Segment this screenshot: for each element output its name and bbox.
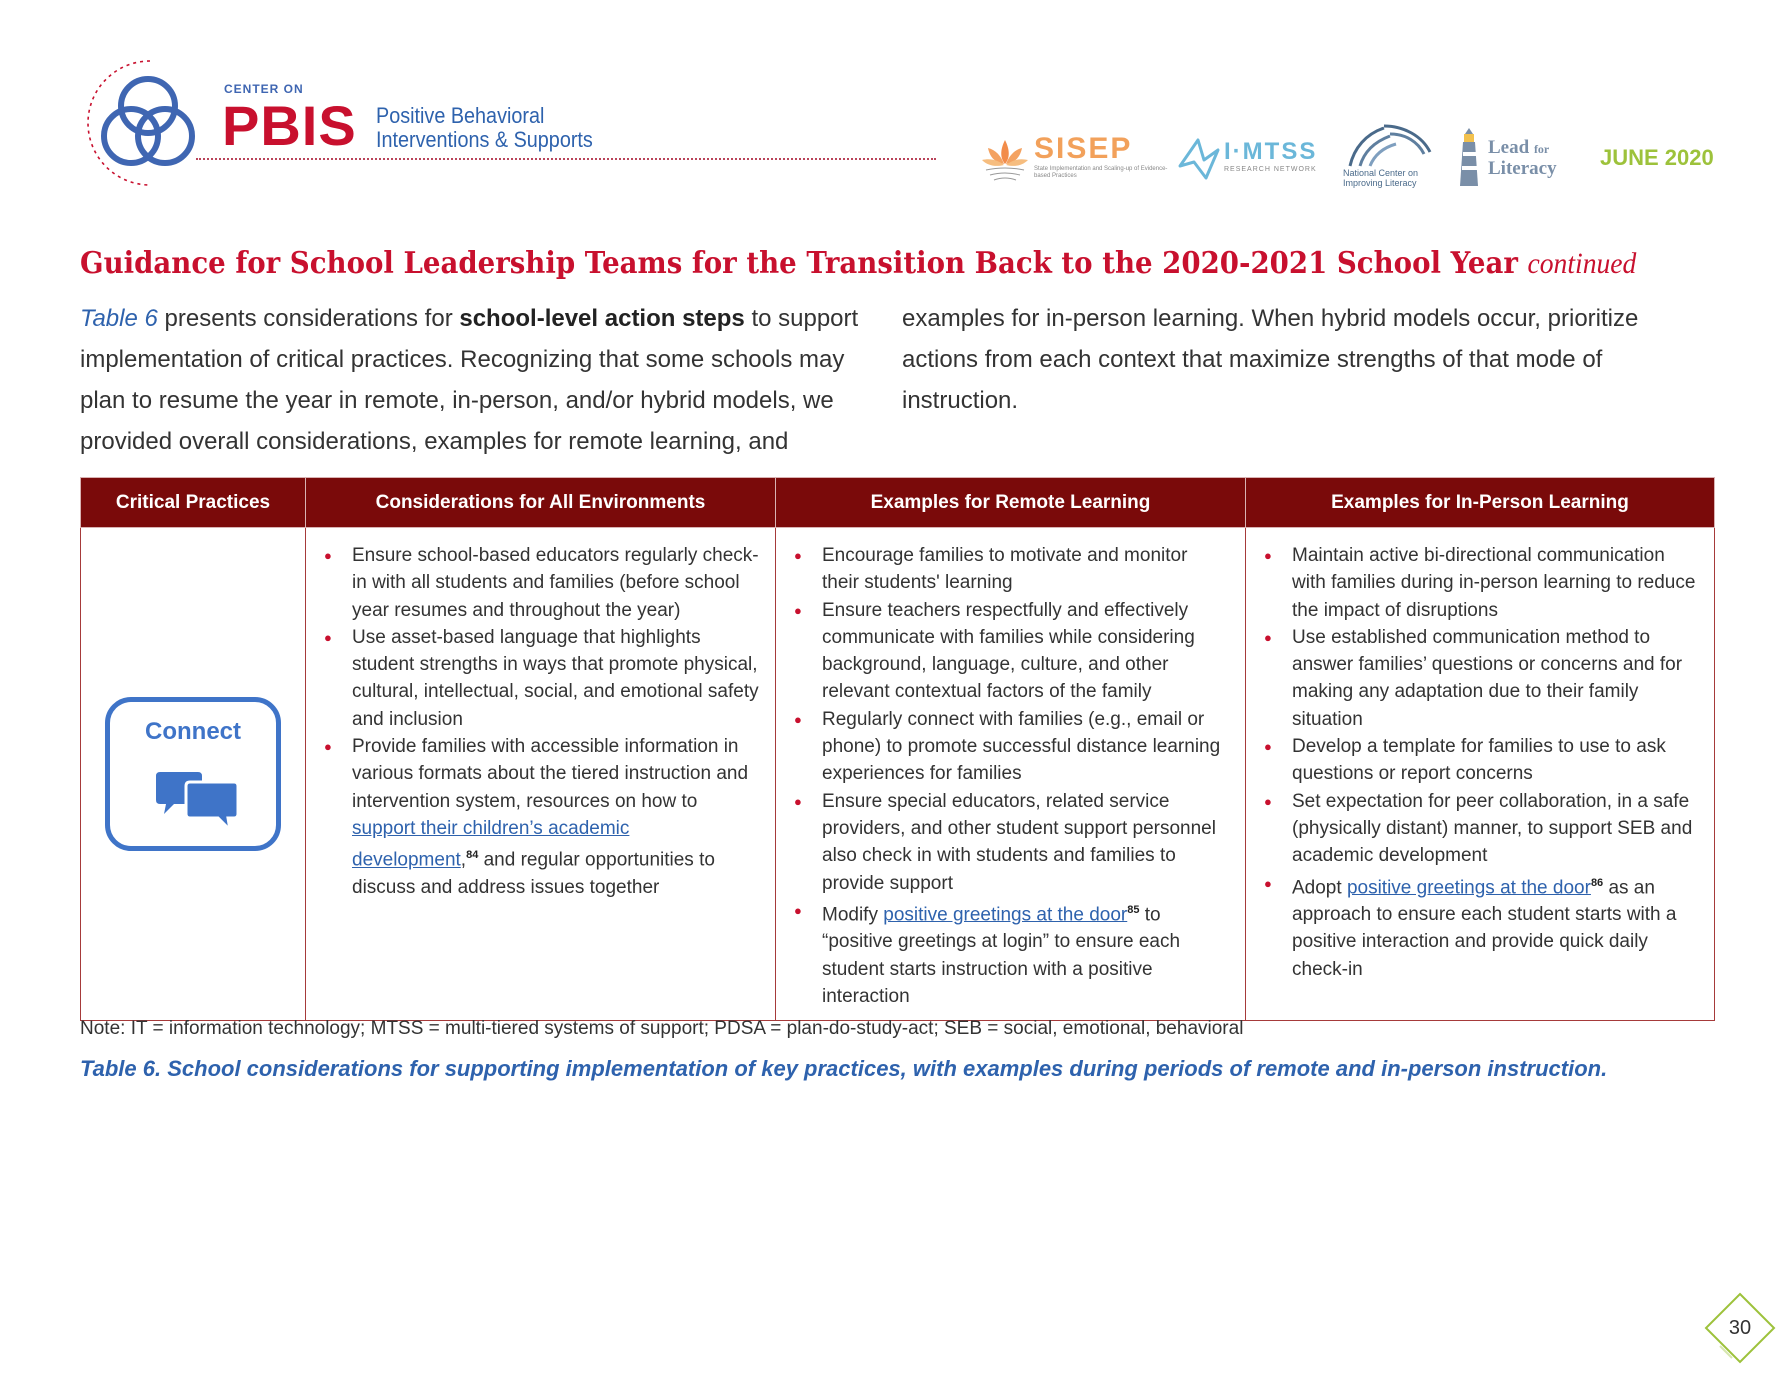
list-item: ● Provide families with accessible information in various formats about the tiered instruction and intervention system, resources on how to support their children’s academic development,$^{84}$ and regular opportunities to discuss and address issues together (324, 733, 759, 901)
lighthouse-icon (1454, 126, 1484, 190)
table-header-row (81, 478, 1715, 528)
pbis-rings-logo (78, 58, 228, 188)
table-reference: Table 6 (80, 305, 158, 332)
intro-right-column: examples for in-person learning. When hybrid models occur, prioritize actions from each context that maximize strengths of that mode of instruction. (902, 305, 1639, 414)
intro-part2: to support implementation of critical practices. Recognizing that some schools may plan to resume the year in remote, in-person, and/or hybrid models, we provided overall considerations, examples for remote learning, and (80, 305, 859, 455)
lead-for-literacy-name (1488, 138, 1557, 179)
intro-part1: presents considerations for (157, 305, 460, 332)
list-item: ● Develop a template for families to use to ask questions or report concerns (1264, 733, 1698, 788)
list-item-text: Provide families with accessible information in various formats about the tiered instruction and intervention system, resources on how to (352, 736, 749, 812)
pbis-full-name (376, 104, 593, 152)
considerations-table (80, 477, 1715, 1021)
list-item: ● Encourage families to motivate and monitor their students' learning (794, 542, 1229, 597)
list-item (1264, 870, 1698, 984)
list-item-text: Adopt (1292, 876, 1347, 898)
positive-greetings-link[interactable]: positive greetings at the door (1346, 876, 1591, 898)
list-item: ● Maintain active bi-directional communication with families during in-person learning to reduce the impact of disruptions (1264, 542, 1698, 624)
sisep-subtitle: State Implementation and Scaling-up of Evidence-based Practices (1034, 166, 1168, 179)
header-critical-practices: Critical Practices (81, 478, 306, 528)
footnote-84: 84 (466, 849, 479, 862)
page-title-suffix: continued (1527, 247, 1637, 280)
page-number: 30 (1728, 1317, 1752, 1339)
page-title (80, 246, 1636, 281)
footnote-85: 85 (1127, 903, 1140, 916)
sisep-name: SISEP (1034, 132, 1133, 165)
list-item: ● Ensure school-based educators regularly check-in with all students and families (before school year resumes and throughout the year) (324, 542, 759, 624)
ncil-waves-icon (1340, 122, 1436, 168)
all-environments-list (324, 542, 759, 901)
pbis-wordmark: PBIS (222, 94, 357, 157)
sisep-logo (978, 130, 1168, 186)
chat-bubbles-icon (154, 772, 240, 832)
sisep-flower-icon (978, 130, 1032, 184)
lfl-line2: Literacy (1488, 158, 1557, 179)
list-item-text: Modify (822, 904, 884, 926)
academic-development-link[interactable]: support their children’s academic development (352, 817, 630, 871)
list-item (794, 897, 1229, 1011)
list-item: ● Use asset-based language that highlights student strengths in ways that promote physical, cultural, intellectual, social, and emotional safety and inclusion (324, 624, 759, 733)
table-caption: Table 6. School considerations for supporting implementation of key practices, with examples during periods of remote and in-person instruction. (80, 1056, 1608, 1081)
imtss-logo (1176, 134, 1326, 184)
connect-badge (105, 697, 281, 851)
ncil-logo (1340, 122, 1440, 190)
center-on-label: CENTER ON (224, 82, 304, 96)
practice-cell (81, 528, 306, 1021)
list-item: ● Set expectation for peer collaboration, in a safe (physically distant) manner, to support SEB and academic development (1264, 788, 1698, 870)
lfl-for: for (1533, 142, 1550, 156)
list-item-text: and regular opportunities to discuss and address issues together (352, 849, 715, 898)
table-note: Note: IT = information technology; MTSS = multi-tiered systems of support; PDSA = plan-do-study-act; SEB = social, emotional, behavioral (80, 1018, 1244, 1039)
intro-left-column (80, 298, 860, 462)
page-number-badge (1702, 1290, 1778, 1366)
ncil-line1: National Center on (1343, 168, 1419, 178)
connect-label: Connect (145, 718, 241, 746)
imtss-name: I·MTSS (1224, 138, 1318, 165)
all-environments-cell (306, 528, 776, 1021)
header-dotted-rule (196, 158, 936, 160)
list-item: ● Regularly connect with families (e.g., email or phone) to promote successful distance learning experiences for families (794, 706, 1229, 788)
lfl-line1: Lead (1488, 137, 1530, 158)
page-title-main: Guidance for School Leadership Teams for the Transition Back to the 2020-2021 School Year (80, 246, 1518, 281)
header-in-person-learning: Examples for In-Person Learning (1246, 478, 1715, 528)
table-row (81, 528, 1715, 1021)
imtss-subtitle: RESEARCH NETWORK (1224, 166, 1317, 173)
remote-learning-list (794, 542, 1229, 1010)
header-remote-learning: Examples for Remote Learning (776, 478, 1246, 528)
list-item-text: as an approach to ensure each student starts with a positive interaction and provide quick daily check-in (1292, 876, 1677, 980)
in-person-learning-cell (1246, 528, 1715, 1021)
full-name-line2: Interventions & Supports (376, 127, 593, 152)
in-person-learning-list (1264, 542, 1698, 983)
header-all-environments: Considerations for All Environments (306, 478, 776, 528)
publication-date: JUNE 2020 (1600, 145, 1714, 170)
list-item: ● Use established communication method to answer families’ questions or concerns and for making any adaptation due to their family situation (1264, 624, 1698, 733)
footnote-86: 86 (1590, 876, 1604, 889)
list-item: ● Ensure teachers respectfully and effectively communicate with families while considering background, language, culture, and other relevant contextual factors of the family (794, 597, 1229, 706)
intro-bold: school-level action steps (459, 305, 745, 332)
lead-for-literacy-logo (1454, 126, 1564, 190)
list-item: ● Ensure special educators, related service providers, and other student support personnel also check in with students and families to provide support (794, 788, 1229, 897)
full-name-line1: Positive Behavioral (376, 103, 545, 128)
ncil-line2: Improving Literacy (1343, 178, 1417, 188)
positive-greetings-link[interactable]: positive greetings at the door (883, 904, 1128, 926)
remote-learning-cell (776, 528, 1246, 1021)
ncil-name (1343, 168, 1418, 188)
imtss-icon (1176, 136, 1222, 182)
pbis-logo (78, 58, 948, 188)
list-item-text: to “positive greetings at login” to ensure each student starts instruction with a positive interaction (822, 904, 1181, 1008)
